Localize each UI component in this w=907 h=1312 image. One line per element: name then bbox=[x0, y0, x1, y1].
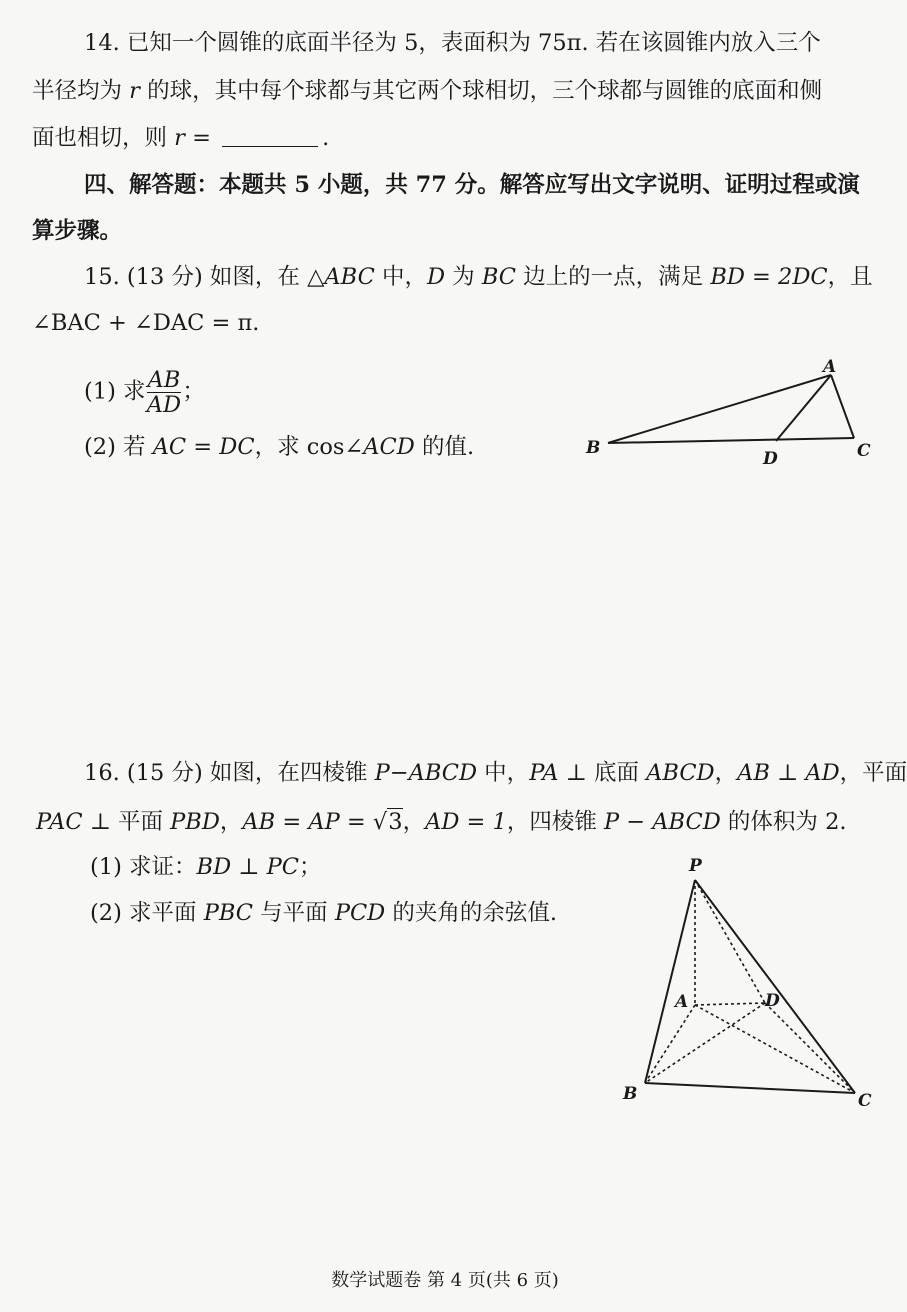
label-d: D bbox=[765, 991, 780, 1011]
section4-heading-line1: 四、解答题：本题共 5 小题，共 77 分。解答应写出文字说明、证明过程或演 bbox=[84, 172, 860, 198]
edge-pc bbox=[695, 880, 855, 1093]
edge-dc-hidden bbox=[765, 1003, 855, 1093]
label-b: B bbox=[586, 438, 601, 458]
edge-ad bbox=[776, 375, 831, 441]
edge-bc bbox=[645, 1083, 855, 1093]
label-a: A bbox=[823, 357, 837, 377]
q16-line1: 16. (15 分) 如图，在四棱锥 P−ABCD 中，PA ⊥ 底面 ABCD，AB ⊥ AD，平面 bbox=[84, 760, 907, 786]
label-b: B bbox=[623, 1084, 638, 1104]
q14-line3: 面也相切，则 r = . bbox=[32, 125, 330, 151]
edge-pb bbox=[645, 880, 695, 1083]
q16-part1: (1) 求证：BD ⊥ PC； bbox=[90, 854, 322, 880]
q16-line2: PAC ⊥ 平面 PBD，AB = AP = √3，AD = 1，四棱锥 P − ABCD 的体积为 2. bbox=[36, 809, 847, 835]
q15-part2: (2) 若 AC = DC，求 cos∠ACD 的值. bbox=[84, 434, 475, 460]
page-footer: 数学试题卷 第 4 页(共 6 页) bbox=[331, 1270, 559, 1291]
label-c: C bbox=[858, 1091, 872, 1111]
edge-bd-hidden bbox=[645, 1003, 765, 1083]
edge-ab-hidden bbox=[645, 1005, 695, 1083]
label-c: C bbox=[857, 441, 871, 461]
label-a: A bbox=[675, 992, 689, 1012]
answer-blank bbox=[222, 126, 318, 147]
q15-part1: (1) 求 $\frac{AB}{AD}$ ； bbox=[84, 367, 205, 418]
edge-ba bbox=[608, 375, 831, 443]
section4-heading-line2: 算步骤。 bbox=[32, 218, 123, 244]
edge-bc bbox=[608, 438, 854, 443]
q14-line2: 半径均为 r 的球，其中每个球都与其它两个球相切，三个球都与圆锥的底面和侧 bbox=[32, 78, 823, 104]
fraction-ab-ad: $\frac{AB}{AD}$ bbox=[146, 367, 182, 418]
label-d: D bbox=[763, 449, 778, 469]
edge-ac-hidden bbox=[695, 1005, 855, 1093]
q15-line2: ∠BAC + ∠DAC = π. bbox=[32, 310, 260, 336]
edge-pd-hidden bbox=[695, 880, 765, 1003]
q14-line1: 14. 已知一个圆锥的底面半径为 5，表面积为 75π. 若在该圆锥内放入三个 bbox=[84, 30, 821, 56]
edge-ad-hidden bbox=[695, 1003, 765, 1005]
edge-ac bbox=[831, 375, 854, 438]
label-p: P bbox=[689, 856, 702, 876]
q16-part2: (2) 求平面 PBC 与平面 PCD 的夹角的余弦值. bbox=[90, 900, 558, 926]
q15-line1: 15. (13 分) 如图，在 △ABC 中，D 为 BC 边上的一点，满足 BD = 2DC，且 bbox=[84, 264, 873, 290]
